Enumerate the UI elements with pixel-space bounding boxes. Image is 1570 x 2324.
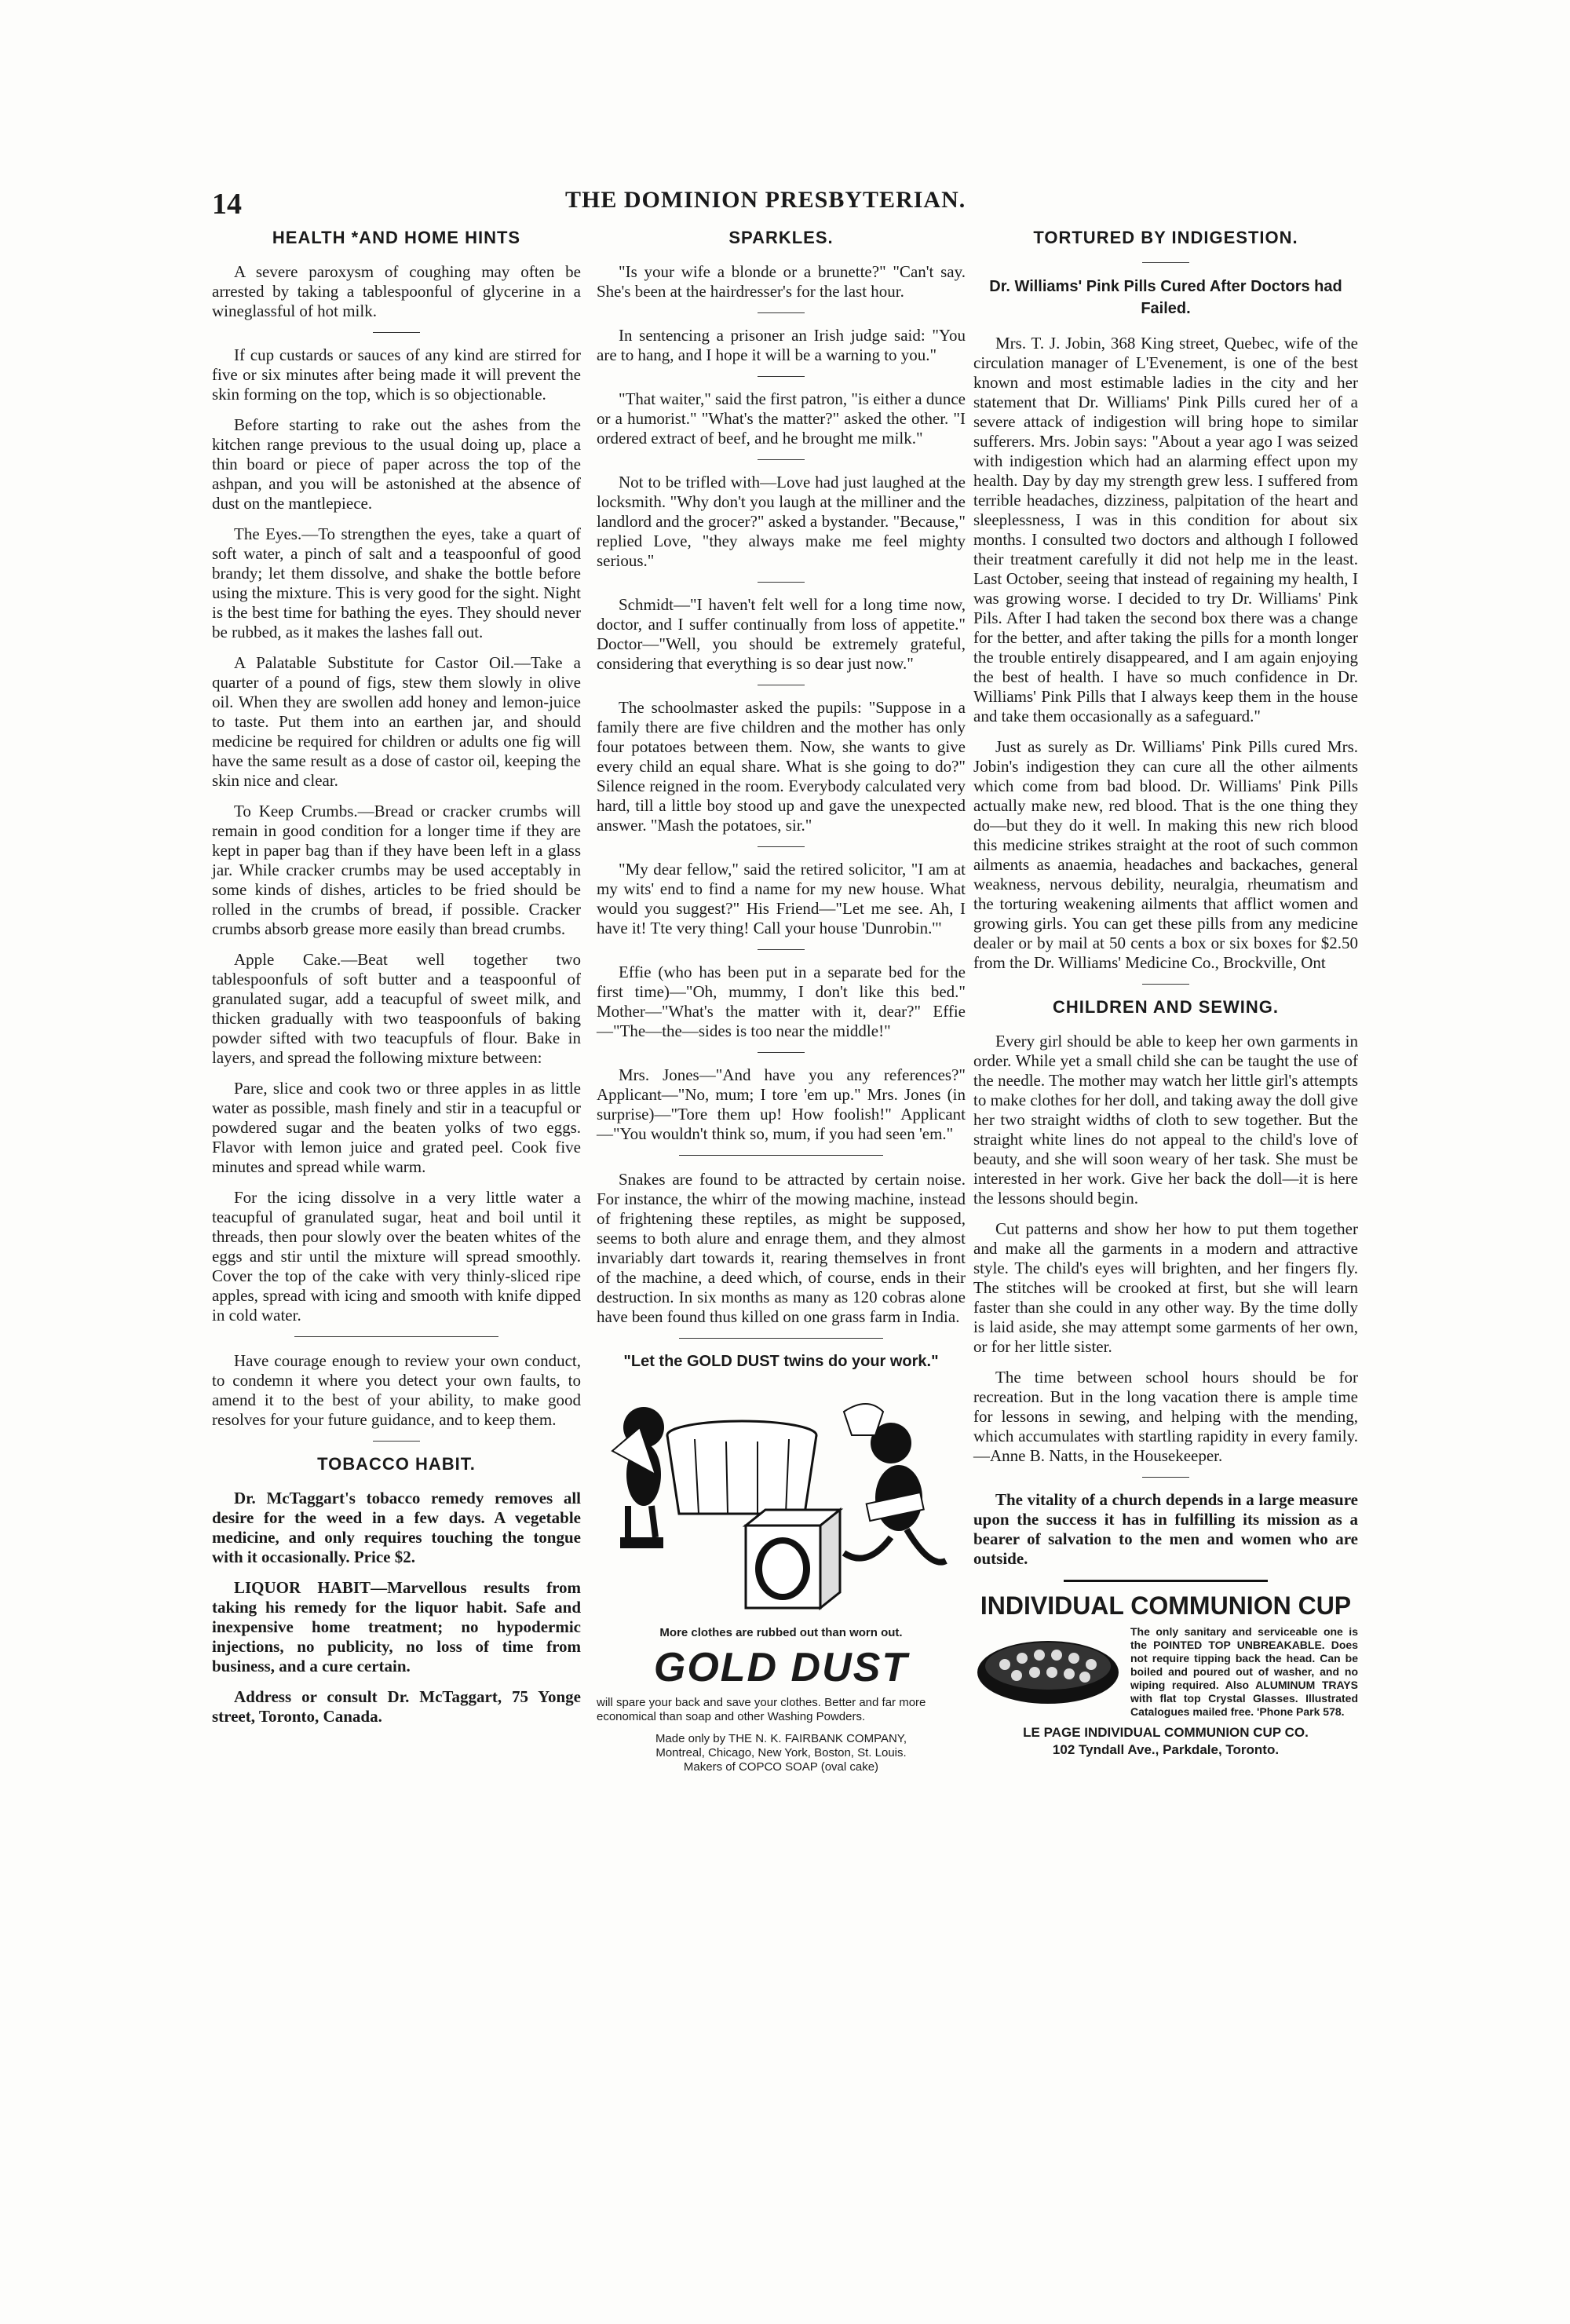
sewing-paragraph: The time between school hours should be for recreation. But in the long vacation there is ample time for lessons in sewing, and helping with the mending, which accumulates with startling rapidity in every family.—Anne B. Natts, in the Housekeeper. <box>973 1368 1358 1465</box>
divider <box>758 846 805 847</box>
joke-paragraph: Not to be trifled with—Love had just laughed at the locksmith. "Why don't you laugh at the milliner and the landlord and the grocer?" asked a bystander. "Because," replied Love, "they always make me feel mighty serious." <box>597 473 966 570</box>
communion-cup-advertisement <box>973 1591 1358 1759</box>
cup-ad-address: 102 Tyndall Ave., Parkdale, Toronto. <box>1052 1742 1280 1757</box>
hint-paragraph: If cup custards or sauces of any kind are stirred for five or six minutes after being made it will prevent the skin forming on the top, which is so objectionable. <box>212 345 581 404</box>
section-title-tobacco: TOBACCO HABIT. <box>317 1454 476 1474</box>
section-title-health: HEALTH *AND HOME HINTS <box>272 228 521 247</box>
divider <box>373 1441 420 1442</box>
page-number: 14 <box>212 188 242 221</box>
divider <box>758 459 805 460</box>
joke-paragraph: "That waiter," said the first patron, "is either a dunce or a humorist." "What's the matter?" asked the other. "I ordered extract of beef, and he brought me milk." <box>597 389 966 448</box>
divider <box>679 1338 883 1339</box>
tobacco-paragraph: Address or consult Dr. McTaggart, 75 Yonge street, Toronto, Canada. <box>212 1687 581 1726</box>
joke-paragraph: Schmidt—"I haven't felt well for a long time now, doctor, and I suffer continually from loss of appetite." Doctor—"Well, you should be extremely grateful, considering that everything is so dear just now." <box>597 595 966 673</box>
cup-ad-company: LE PAGE INDIVIDUAL COMMUNION CUP CO. <box>1023 1725 1309 1740</box>
column-sparkles <box>597 228 966 1774</box>
section-subtitle-pink-pills: Dr. Williams' Pink Pills Cured After Doctors had Failed. <box>989 278 1342 317</box>
ad-body: will spare your back and save your clothes. Better and far more economical than soap and other Washing Powders. <box>597 1696 926 1723</box>
courage-paragraph: Have courage enough to review your own conduct, to condemn it where you detect your own faults, to amend it to the best of your ability, to make good resolves for your future guidance, and to keep them. <box>212 1351 581 1429</box>
hint-paragraph: For the icing dissolve in a very little water a teacupful of granulated sugar, heat and boil until it threads, then pour slowly over the beaten whites of the eggs and stir until the mixture will spread smoothly. Cover the top of the cake with very thinly-sliced ripe apples, spread with icing and smooth with knife dipped in cold water. <box>212 1188 581 1325</box>
hint-paragraph: A severe paroxysm of coughing may often be arrested by taking a tablespoonful of glycerine in a wineglassful of hot milk. <box>212 262 581 320</box>
sewing-paragraph: Every girl should be able to keep her own garments in order. While yet a small child she can be taught the use of the needle. The mother may watch her little girl's attempts to make clothes for her doll, and taking away the doll give her two straight widths of cloth to sew together. But the straight white lines do not appeal to the child's love of beauty, and she will soon weary of her task. She must be interested in her work. Give her back the doll—it is here the lessons should begin. <box>973 1032 1358 1208</box>
ad-caption: More clothes are rubbed out than worn out. <box>659 1626 903 1639</box>
gold-dust-advertisement <box>597 1353 966 1774</box>
communion-tray-illustration <box>973 1625 1123 1712</box>
joke-paragraph: The schoolmaster asked the pupils: "Suppose in a family there are five children and the mother has only four potatoes between them. Now, she wants to give every child an equal share. What is she going to do?" Silence reigned in the room. Everybody calculated very hard, till a little boy stood up and gave the unexpected answer. "Mash the potatoes, sir." <box>597 698 966 835</box>
divider <box>1142 1477 1189 1478</box>
hint-paragraph: Pare, slice and cook two or three apples in as little water as possible, mash finely and stir in a teacupful or powdered sugar and the beaten yolks of two eggs. Flavor with lemon juice and grated peel. Cook five minutes and spread while warm. <box>212 1079 581 1176</box>
running-head <box>212 187 1358 221</box>
section-title-children: CHILDREN AND SEWING. <box>1052 997 1280 1017</box>
vitality-paragraph: The vitality of a church depends in a large measure upon the success it has in fulfilling its mission as a bearer of salvation to the men and women who are outside. <box>973 1490 1358 1568</box>
divider <box>294 1336 498 1337</box>
divider <box>1064 1580 1268 1582</box>
divider <box>758 582 805 583</box>
tobacco-paragraph: Dr. McTaggart's tobacco remedy removes all desire for the weed in a few days. A vegetable medicine, and only requires touching the tongue with it occasionally. Price $2. <box>212 1489 581 1566</box>
sewing-paragraph: Cut patterns and show her how to put them together and make all the garments in a modern and attractive style. The child's eyes will brighten, and her fingers fly. The stitches will be crooked at first, but she will learn faster than she could in any other way. By the time dolly is laid aside, she may attempt some garments of her own, or for her little sister. <box>973 1219 1358 1356</box>
hint-paragraph: Apple Cake.—Beat well together two tablespoonfuls of soft butter and a teaspoonful of granulated sugar, add a teacupful of sweet milk, and thicken gradually with two teaspoonfuls of baking powder sifted with two teacupfuls of flour. Bake in layers, and spread the following mixture between: <box>212 950 581 1067</box>
joke-paragraph: "My dear fellow," said the retired solicitor, "I am at my wits' end to find a name for my new house. What would you suggest?" His Friend—"Let me see. Ah, I have it! Tte very thing! Call your house 'Dunrobin.'" <box>597 860 966 937</box>
divider <box>373 332 420 333</box>
hint-paragraph: The Eyes.—To strengthen the eyes, take a quart of soft water, a pinch of salt and a teaspoonful of good brandy; let them dissolve, and shake the bottle before using the mixture. This is very good for the sight. Night is the best time for bathing the eyes. They should never be rubbed, as it makes the lashes fall out. <box>212 524 581 641</box>
divider <box>1142 984 1189 985</box>
testimonial-paragraph: Just as surely as Dr. Williams' Pink Pills cured Mrs. Jobin's indigestion they can cure all the other ailments which come from bad blood. Dr. Williams' Pink Pills actually make new, red blood. That is the one thing they do—but they do it well. In making this new rich blood this medicine strikes straight at the root of such common ailments as anaemia, headaches and backaches, general weakness, nervous debility, neuralgia, rheumatism and the torturing weakening ailments that afflict women and growing girls. You can get these pills from any medicine dealer or by mail at 50 cents a box or six boxes for $2.50 from the Dr. Williams' Medicine Co., Brockville, Ont <box>973 737 1358 972</box>
gold-dust-twins-illustration <box>608 1380 954 1616</box>
hint-paragraph: To Keep Crumbs.—Bread or cracker crumbs will remain in good condition for a longer time if they are kept in paper bag than if they have been left in a glass jar. While cracker crumbs may be used acceptably in some kinds of dishes, articles to be fried should be rolled in the crumbs of bread, if possible. Cracker crumbs absorb grease more easily than bread crumbs. <box>212 802 581 938</box>
divider <box>758 312 805 313</box>
ad-maker-line: Made only by THE N. K. FAIRBANK COMPANY, <box>655 1732 907 1745</box>
divider <box>758 376 805 377</box>
testimonial-paragraph: Mrs. T. J. Jobin, 368 King street, Quebec, wife of the circulation manager of L'Evenement, is one of the best known and most estimable ladies in the city and her statement that Dr. Williams' Pink Pills cured her of a severe attack of indigestion will bring hope to similar sufferers. Mrs. Jobin says: "About a year ago I was seized with indigestion which had an alarming effect upon my health. Day by day my strength grew less. I suffered from terrible headaches, dizziness, palpitation of the heart and sleeplessness, I was in this condition for about six months. I consulted two doctors and although I followed their treatment carefully it did not help me in the least. Last October, seeing that instead of regaining my health, I was growing worse. I decided to try Dr. Williams' Pink Pils. After I had taken the second box there was a change for the better, and after taking the pills for a month longer the trouble entirely disappeared, and I am again enjoying the best of health. I have so much confidence in Dr. Williams' Pink Pills that I always keep them in the house and take them occasionally as a safeguard." <box>973 334 1358 725</box>
ad-maker-copco: Makers of COPCO SOAP (oval cake) <box>683 1760 879 1774</box>
tobacco-paragraph: LIQUOR HABIT—Marvellous results from taking his remedy for the liquor habit. Safe and inexpensive home treatment; no hypodermic injections, no publicity, no loss of time from business, and a cure certain. <box>212 1578 581 1675</box>
section-title-indigestion: TORTURED BY INDIGESTION. <box>1033 228 1298 247</box>
divider <box>758 949 805 950</box>
joke-paragraph: "Is your wife a blonde or a brunette?" "Can't say. She's been at the hairdresser's for the last hour. <box>597 262 966 301</box>
cup-ad-text: The only sanitary and serviceable one is the POINTED TOP UNBREAKABLE. Does not require tipping back the head. Can be boiled and poured out of washer, and no wiping required. Also ALUMINUM TRAYS with flat top Crystal Glasses. Illustrated Catalogues mailed free. 'Phone Park 578. <box>1130 1625 1358 1718</box>
divider <box>679 1155 883 1156</box>
hint-paragraph: Before starting to rake out the ashes from the kitchen range previous to the usual doing up, place a thin board or piece of paper across the top of the ashpan, and you will be astonished at the absence of dust on the mantlepiece. <box>212 415 581 513</box>
hint-paragraph: A Palatable Substitute for Castor Oil.—Take a quarter of a pound of figs, stew them slowly in olive oil. When they are swollen add honey and lemon-juice to taste. Put them into an earthen jar, and should medicine be required for children or adults one fig will have the same result as a dose of castor oil, keeping the skin nice and clear. <box>212 653 581 790</box>
divider <box>758 1052 805 1053</box>
gold-dust-logo: GOLD DUST <box>653 1645 909 1690</box>
divider <box>1142 262 1189 263</box>
paper-title: THE DOMINION PRESBYTERIAN. <box>565 187 966 213</box>
joke-paragraph: In sentencing a prisoner an Irish judge said: "You are to hang, and I hope it will be a warning to you." <box>597 326 966 364</box>
snakes-paragraph: Snakes are found to be attracted by certain noise. For instance, the whirr of the mowing machine, instead of frightening these reptiles, as might be supposed, seems to both alure and enrage them, and they almost invariably dart towards it, rearing themselves in front of the machine, a deed which, of course, ends in their destruction. In six months as many as 120 cobras alone have been found thus killed on one grass farm in India. <box>597 1170 966 1326</box>
ad-tagline: "Let the GOLD DUST twins do your work." <box>623 1353 939 1370</box>
joke-paragraph: Effie (who has been put in a separate bed for the first time)—"Oh, mummy, I don't like this bed." Mother—"What's the matter with it, dear?" Effie—"The—the—sides is too near the middle!" <box>597 963 966 1040</box>
cup-ad-title: INDIVIDUAL COMMUNION CUP <box>980 1591 1352 1620</box>
section-title-sparkles: SPARKLES. <box>728 228 834 247</box>
joke-paragraph: Mrs. Jones—"And have you any references?" Applicant—"No, mum; I tore 'em up." Mrs. Jones (in surprise)—"Tore them up! How foolish!" Applicant—"You wouldn't think so, mum, if you had seen 'em." <box>597 1065 966 1143</box>
ad-maker-cities: Montreal, Chicago, New York, Boston, St. Louis. <box>655 1746 907 1759</box>
column-indigestion <box>973 228 1358 1759</box>
column-health-hints <box>212 228 581 1738</box>
